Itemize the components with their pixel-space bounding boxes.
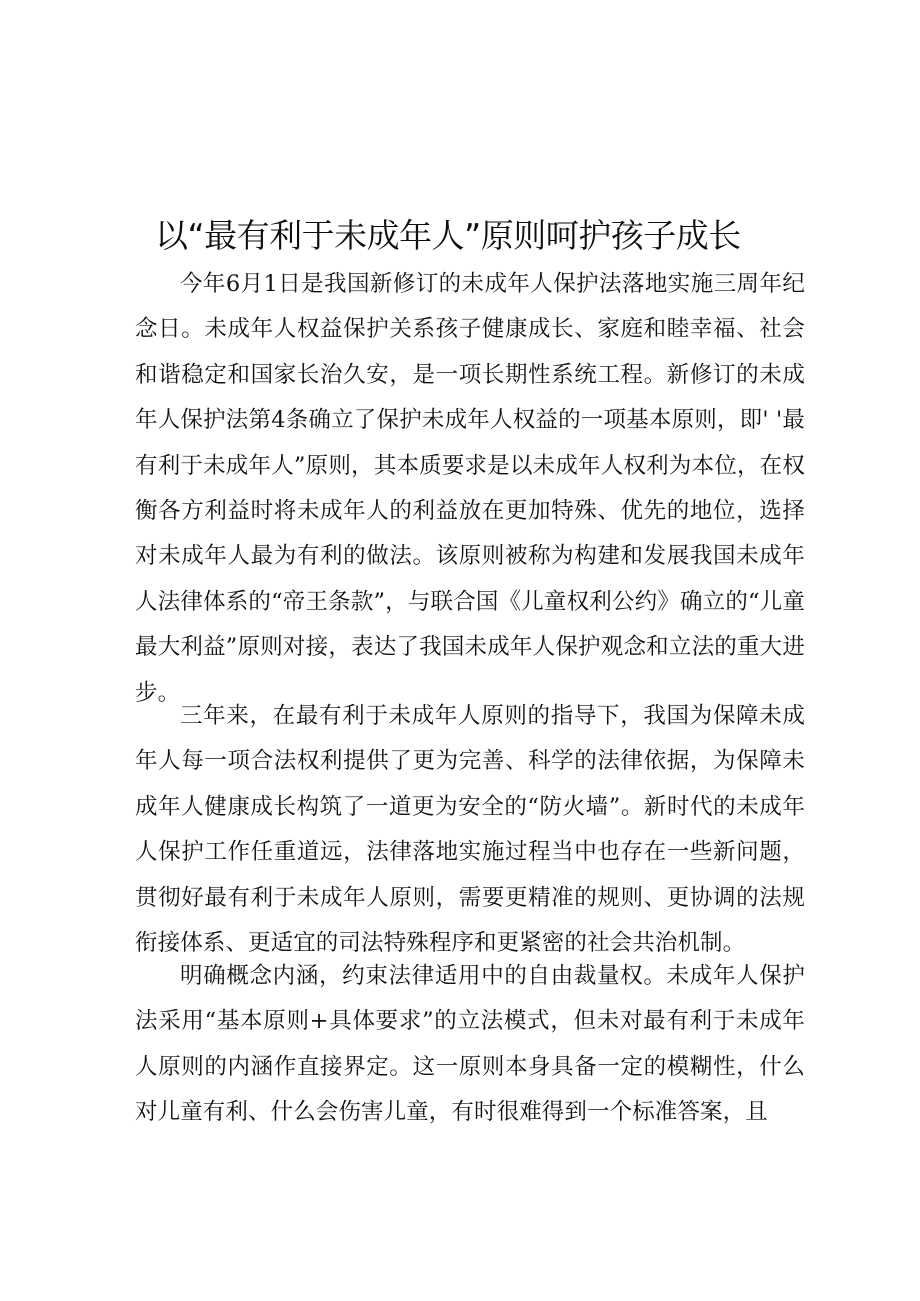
paragraph-2: 三年来，在最有利于未成年人原则的指导下，我国为保障未成年人每一项合法权利提供了更为完善、科学的法律依据，为保障未成年人健康成长构筑了一道更为安全的“防火墙”。新时代的未成年人保护工作任重道远，法律落地实施过程当中也存在一些新问题，贯彻好最有利于未成年人原则，需要更精准的规则、更协调的法规衔接体系、更适宜的司法特殊程序和更紧密的社会共治机制。 [135, 703, 805, 957]
paragraph-3: 明确概念内涵，约束法律适用中的自由裁量权。未成年人保护法采用“基本原则+具体要求”的立法模式，但未对最有利于未成年人原则的内涵作直接界定。这一原则本身具备一定的模糊性，什么对儿童有利、什么会伤害儿童，有时很难得到一个标准答案，且 [135, 963, 805, 1126]
document-title: 以“最有利于未成年人”原则呵护孩子成长 [155, 216, 741, 255]
paragraph-1: 今年6月1日是我国新修订的未成年人保护法落地实施三周年纪念日。未成年人权益保护关系孩子健康成长、家庭和睦幸福、社会和谐稳定和国家长治久安，是一项长期性系统工程。新修订的未成年人保护法第4条确立了保护未成年人权益的一项基本原则，即' '最有利于未成年人”原则，其本质要求是以未成年人权利为本位，在权衡各方利益时将未成年人的利益放在更加特殊、优先的地位，选择对未成年人最为有利的做法。该原则被称为构建和发展我国未成年人法律体系的“帝王条款”，与联合国《儿童权利公约》确立的“儿童最大利益”原则对接，表达了我国未成年人保护观念和立法的重大进步。 [135, 271, 805, 706]
